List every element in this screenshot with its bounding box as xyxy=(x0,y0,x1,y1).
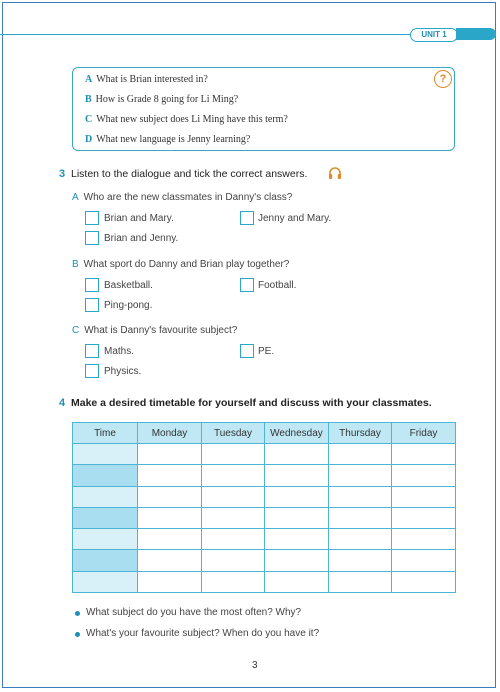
timetable-cell[interactable] xyxy=(392,529,456,550)
answer-checkbox[interactable] xyxy=(85,211,99,225)
question-item: D What new language is Jenny learning? xyxy=(85,134,251,145)
question-item: C What new subject does Li Ming have this term? xyxy=(85,114,288,125)
timetable-cell[interactable] xyxy=(138,571,202,592)
question-item: A What is Brian interested in? xyxy=(85,74,208,85)
answer-checkbox[interactable] xyxy=(85,344,99,358)
timetable-cell[interactable] xyxy=(138,507,202,528)
timetable-row xyxy=(73,571,456,592)
answer-checkbox[interactable] xyxy=(85,231,99,245)
timetable-cell[interactable] xyxy=(202,529,265,550)
timetable xyxy=(72,422,456,593)
header-cell-wednesday: Wednesday xyxy=(265,423,329,444)
timetable-cell[interactable] xyxy=(265,571,329,592)
timetable-row xyxy=(73,507,456,528)
answer-option: PE. xyxy=(258,346,275,357)
time-cell[interactable] xyxy=(73,465,138,486)
answer-option: Physics. xyxy=(104,366,142,377)
timetable-cell[interactable] xyxy=(329,465,392,486)
timetable-cell[interactable] xyxy=(202,486,265,507)
timetable-cell[interactable] xyxy=(138,444,202,465)
unit-header-bar xyxy=(456,28,496,40)
question-box xyxy=(72,67,455,151)
help-question-icon[interactable]: ? xyxy=(434,70,452,88)
answer-option: Maths. xyxy=(104,346,135,357)
answer-checkbox[interactable] xyxy=(240,278,254,292)
timetable-row xyxy=(73,486,456,507)
question-item: B How is Grade 8 going for Li Ming? xyxy=(85,94,239,105)
header-cell-thursday: Thursday xyxy=(329,423,392,444)
timetable-cell[interactable] xyxy=(329,486,392,507)
question-c: C What is Danny's favourite subject? xyxy=(72,325,238,336)
question-b: B What sport do Danny and Brian play together? xyxy=(72,259,290,270)
timetable-cell[interactable] xyxy=(392,486,456,507)
timetable-cell[interactable] xyxy=(392,507,456,528)
time-cell[interactable] xyxy=(73,529,138,550)
section-3-instruction: Listen to the dialogue and tick the correct answers. xyxy=(71,168,308,180)
timetable-cell[interactable] xyxy=(138,465,202,486)
header-cell-tuesday: Tuesday xyxy=(202,423,265,444)
timetable-cell[interactable] xyxy=(329,571,392,592)
time-cell[interactable] xyxy=(73,444,138,465)
time-cell[interactable] xyxy=(73,486,138,507)
answer-option: Brian and Mary. xyxy=(104,213,174,224)
answer-option: Basketball. xyxy=(104,280,153,291)
timetable-row xyxy=(73,444,456,465)
unit-label: UNIT 1 xyxy=(410,28,458,42)
time-cell[interactable] xyxy=(73,550,138,571)
answer-option: Jenny and Mary. xyxy=(258,213,332,224)
timetable-cell[interactable] xyxy=(138,550,202,571)
bullet-icon xyxy=(75,611,80,616)
answer-checkbox[interactable] xyxy=(85,364,99,378)
bullet-icon xyxy=(75,632,80,637)
timetable-cell[interactable] xyxy=(202,571,265,592)
timetable-header-row xyxy=(73,423,456,444)
answer-option: Ping-pong. xyxy=(104,300,153,311)
answer-checkbox[interactable] xyxy=(85,278,99,292)
answer-checkbox[interactable] xyxy=(240,211,254,225)
time-cell[interactable] xyxy=(73,571,138,592)
answer-checkbox[interactable] xyxy=(85,298,99,312)
timetable-cell[interactable] xyxy=(265,444,329,465)
timetable-cell[interactable] xyxy=(138,529,202,550)
answer-option: Brian and Jenny. xyxy=(104,233,179,244)
header-cell-time: Time xyxy=(73,423,138,444)
section-4-instruction: Make a desired timetable for yourself and discuss with your classmates. xyxy=(71,397,432,409)
timetable-cell[interactable] xyxy=(202,444,265,465)
section-4-number: 4 xyxy=(59,397,66,409)
question-a: A Who are the new classmates in Danny's class? xyxy=(72,192,293,203)
timetable-cell[interactable] xyxy=(329,507,392,528)
discussion-question: What subject do you have the most often? Why? xyxy=(86,607,302,618)
timetable-row xyxy=(73,529,456,550)
section-3-number: 3 xyxy=(59,168,66,180)
timetable-row xyxy=(73,465,456,486)
answer-option: Football. xyxy=(258,280,297,291)
timetable-cell[interactable] xyxy=(329,550,392,571)
timetable-cell[interactable] xyxy=(392,550,456,571)
timetable-cell[interactable] xyxy=(265,550,329,571)
timetable-cell[interactable] xyxy=(202,465,265,486)
timetable-cell[interactable] xyxy=(265,507,329,528)
timetable-row xyxy=(73,550,456,571)
timetable-cell[interactable] xyxy=(329,529,392,550)
answer-checkbox[interactable] xyxy=(240,344,254,358)
timetable-cell[interactable] xyxy=(265,529,329,550)
page-number: 3 xyxy=(252,660,258,671)
header-cell-friday: Friday xyxy=(392,423,456,444)
timetable-cell[interactable] xyxy=(265,465,329,486)
time-cell[interactable] xyxy=(73,507,138,528)
timetable-cell[interactable] xyxy=(329,444,392,465)
headphones-icon xyxy=(328,166,342,180)
timetable-cell[interactable] xyxy=(202,550,265,571)
header-cell-monday: Monday xyxy=(138,423,202,444)
timetable-cell[interactable] xyxy=(138,486,202,507)
timetable-cell[interactable] xyxy=(392,465,456,486)
timetable-cell[interactable] xyxy=(202,507,265,528)
discussion-question: What's your favourite subject? When do you have it? xyxy=(86,628,320,639)
timetable-cell[interactable] xyxy=(392,571,456,592)
timetable-cell[interactable] xyxy=(265,486,329,507)
timetable-cell[interactable] xyxy=(392,444,456,465)
